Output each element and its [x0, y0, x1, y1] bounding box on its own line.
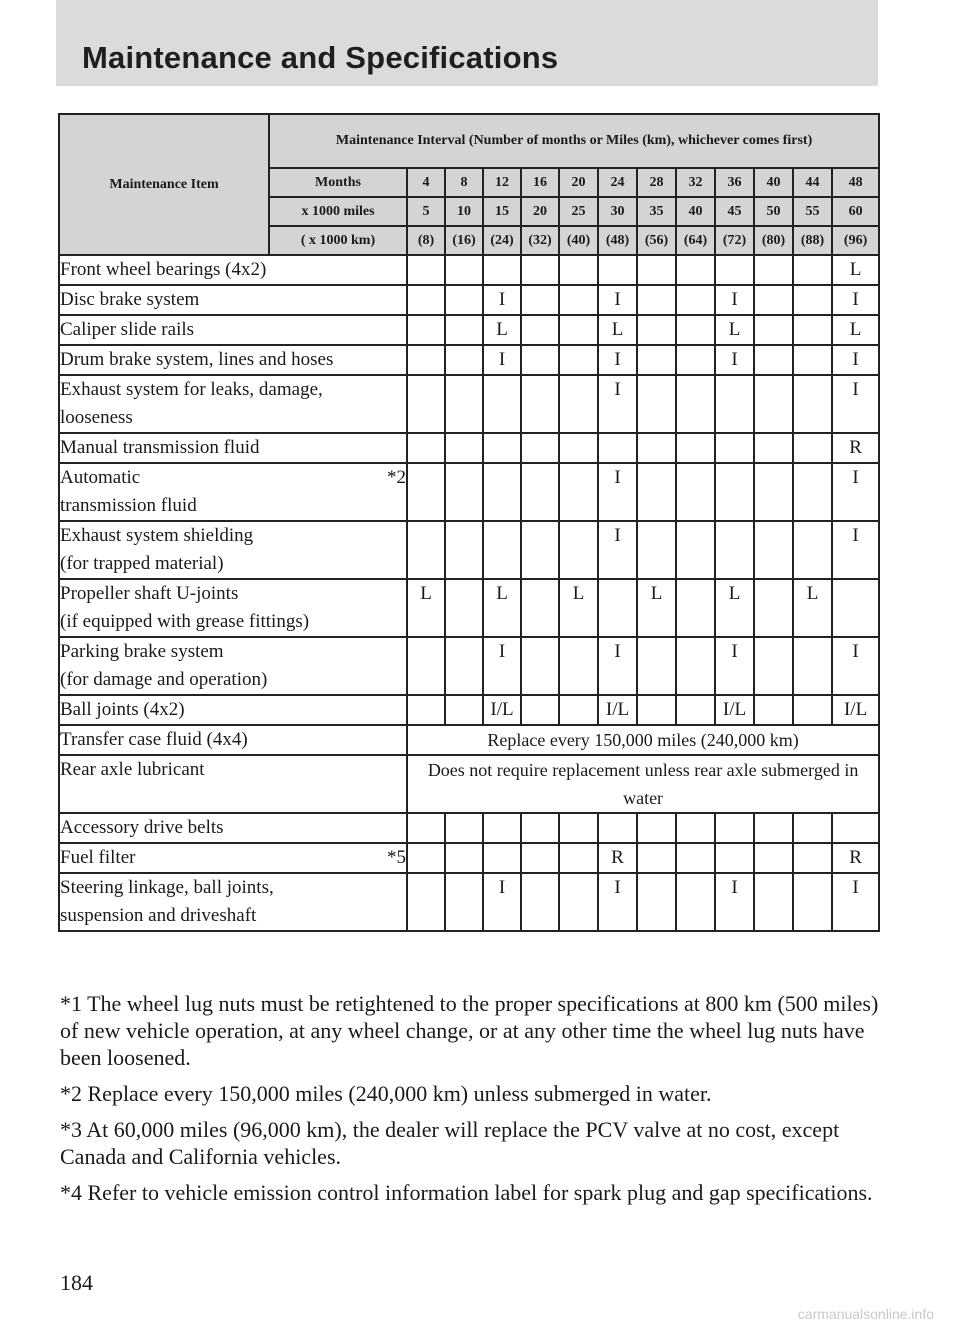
- item-label: Exhaust system for leaks, damage,: [60, 379, 323, 400]
- maintenance-item: [59, 255, 407, 285]
- interval-cell: [637, 345, 676, 375]
- footnote-ref: *5: [387, 847, 406, 868]
- interval-cell: [676, 521, 715, 579]
- maintenance-item: [59, 375, 407, 433]
- miles-cell: 20: [521, 197, 559, 226]
- km-cell: (24): [483, 226, 521, 255]
- interval-cell: [793, 813, 832, 843]
- interval-cell: [676, 285, 715, 315]
- interval-cell: [559, 637, 598, 695]
- interval-cell: L: [483, 315, 521, 345]
- interval-cell: L: [559, 579, 598, 637]
- maintenance-item: [59, 813, 407, 843]
- km-cell: (16): [445, 226, 483, 255]
- footnote: *3 At 60,000 miles (96,000 km), the dealer will replace the PCV valve at no cost, except Canada and California vehicles.: [60, 1117, 840, 1169]
- interval-cell: [521, 873, 559, 931]
- interval-cell: [637, 285, 676, 315]
- miles-cell: 5: [407, 197, 445, 226]
- interval-cell: [676, 637, 715, 695]
- interval-cell: I: [598, 463, 637, 521]
- item-label: Front wheel bearings (4x2): [60, 259, 267, 280]
- interval-cell: [637, 521, 676, 579]
- interval-cell: [521, 315, 559, 345]
- maintenance-item: [59, 843, 407, 873]
- table-row: [59, 813, 879, 843]
- table-row: [59, 637, 879, 695]
- interval-cell: [676, 375, 715, 433]
- maintenance-item: [59, 433, 407, 463]
- maintenance-item: [59, 725, 407, 755]
- interval-cell: L: [598, 315, 637, 345]
- months-label: Months: [269, 168, 407, 197]
- interval-cell: I/L: [483, 695, 521, 725]
- interval-cell: [407, 375, 445, 433]
- km-cell: (88): [793, 226, 832, 255]
- interval-cell: [521, 463, 559, 521]
- month-cell: 8: [445, 168, 483, 197]
- footnote: *1 The wheel lug nuts must be retightened to the proper specifications at 800 km (500 miles) of new vehicle operation, at any wheel change, or at any other time the wheel lug nuts have been loosened.: [60, 991, 879, 1070]
- interval-cell: [521, 521, 559, 579]
- footnote-ref: *2: [387, 467, 406, 488]
- month-cell: 24: [598, 168, 637, 197]
- km-cell: (48): [598, 226, 637, 255]
- interval-cell: I: [832, 285, 879, 315]
- item-label: Drum brake system, lines and hoses: [60, 349, 334, 370]
- month-cell: 16: [521, 168, 559, 197]
- km-cell: (96): [832, 226, 879, 255]
- interval-cell: [637, 433, 676, 463]
- interval-cell: [754, 843, 793, 873]
- month-cell: 48: [832, 168, 879, 197]
- interval-header: Maintenance Interval (Number of months or Miles (km), whichever comes first): [269, 114, 879, 168]
- table-row: [59, 873, 879, 931]
- interval-cell: [521, 255, 559, 285]
- month-cell: 36: [715, 168, 754, 197]
- month-cell: 28: [637, 168, 676, 197]
- item-label: looseness: [60, 407, 133, 428]
- interval-cell: [637, 873, 676, 931]
- interval-cell: I/L: [598, 695, 637, 725]
- table-row: [59, 463, 879, 521]
- interval-cell: [521, 843, 559, 873]
- interval-cell: R: [832, 843, 879, 873]
- interval-cell: [793, 433, 832, 463]
- interval-cell: [676, 463, 715, 521]
- interval-cell: [483, 433, 521, 463]
- interval-cell: [754, 463, 793, 521]
- item-label: (for damage and operation): [60, 669, 268, 690]
- interval-cell: I: [483, 637, 521, 695]
- interval-cell: L: [793, 579, 832, 637]
- interval-cell: [793, 637, 832, 695]
- miles-cell: 45: [715, 197, 754, 226]
- km-cell: (8): [407, 226, 445, 255]
- page-title: Maintenance and Specifications: [82, 40, 559, 75]
- table-row: [59, 755, 879, 813]
- interval-cell: I: [598, 375, 637, 433]
- interval-cell: I: [715, 285, 754, 315]
- interval-cell: [754, 637, 793, 695]
- interval-cell: [483, 463, 521, 521]
- interval-cell: I: [832, 375, 879, 433]
- interval-cell: [559, 375, 598, 433]
- interval-cell: [445, 463, 483, 521]
- maintenance-item-header: Maintenance Item: [59, 114, 269, 255]
- interval-cell: [445, 521, 483, 579]
- interval-cell: I: [598, 521, 637, 579]
- item-label: Fuel filter: [60, 847, 136, 868]
- maintenance-item: [59, 873, 407, 931]
- interval-cell: I: [598, 873, 637, 931]
- span-note: Replace every 150,000 miles (240,000 km): [407, 725, 879, 755]
- item-label: Transfer case fluid (4x4): [60, 729, 248, 750]
- interval-cell: [407, 873, 445, 931]
- interval-cell: L: [637, 579, 676, 637]
- interval-cell: [407, 843, 445, 873]
- miles-cell: 30: [598, 197, 637, 226]
- maintenance-item: [59, 695, 407, 725]
- interval-cell: [483, 255, 521, 285]
- interval-cell: [559, 315, 598, 345]
- interval-cell: I: [598, 285, 637, 315]
- interval-cell: [754, 255, 793, 285]
- interval-cell: [793, 695, 832, 725]
- item-label: Disc brake system: [60, 289, 200, 310]
- interval-cell: [521, 285, 559, 315]
- interval-cell: R: [832, 433, 879, 463]
- interval-cell: I: [598, 345, 637, 375]
- table-row: [59, 285, 879, 315]
- interval-cell: [559, 463, 598, 521]
- interval-cell: [676, 695, 715, 725]
- table-row: [59, 433, 879, 463]
- item-label: suspension and driveshaft: [60, 905, 257, 926]
- interval-cell: [676, 433, 715, 463]
- km-cell: (80): [754, 226, 793, 255]
- interval-cell: [445, 345, 483, 375]
- interval-cell: [754, 873, 793, 931]
- interval-cell: [637, 843, 676, 873]
- interval-cell: I: [832, 345, 879, 375]
- interval-cell: I: [483, 345, 521, 375]
- interval-cell: [754, 285, 793, 315]
- interval-cell: [445, 873, 483, 931]
- interval-cell: [483, 813, 521, 843]
- interval-cell: [445, 433, 483, 463]
- interval-cell: [793, 315, 832, 345]
- span-note: Does not require replacement unless rear axle submerged in water: [407, 755, 879, 813]
- table-row: [59, 345, 879, 375]
- interval-cell: L: [832, 315, 879, 345]
- month-cell: 40: [754, 168, 793, 197]
- interval-cell: [793, 463, 832, 521]
- km-cell: (72): [715, 226, 754, 255]
- interval-cell: [793, 345, 832, 375]
- interval-cell: [598, 579, 637, 637]
- watermark: carmanualsonline.info: [797, 1306, 934, 1322]
- month-cell: 44: [793, 168, 832, 197]
- interval-cell: [483, 843, 521, 873]
- interval-cell: [793, 521, 832, 579]
- interval-cell: I: [598, 637, 637, 695]
- item-label: Accessory drive belts: [60, 817, 224, 838]
- interval-cell: [483, 521, 521, 579]
- interval-cell: I: [715, 345, 754, 375]
- table-row: [59, 843, 879, 873]
- interval-cell: [559, 521, 598, 579]
- interval-cell: [521, 637, 559, 695]
- interval-cell: [521, 695, 559, 725]
- miles-cell: 55: [793, 197, 832, 226]
- interval-cell: [637, 813, 676, 843]
- item-label: Propeller shaft U-joints: [60, 583, 239, 604]
- interval-cell: [676, 345, 715, 375]
- interval-cell: [676, 255, 715, 285]
- table-row: [59, 695, 879, 725]
- maintenance-item: [59, 521, 407, 579]
- interval-cell: [521, 345, 559, 375]
- km-cell: (40): [559, 226, 598, 255]
- miles-cell: 25: [559, 197, 598, 226]
- km-cell: (56): [637, 226, 676, 255]
- interval-cell: [676, 843, 715, 873]
- interval-cell: L: [715, 579, 754, 637]
- interval-cell: [559, 255, 598, 285]
- interval-cell: [676, 813, 715, 843]
- interval-cell: [445, 637, 483, 695]
- interval-cell: [521, 579, 559, 637]
- interval-cell: [637, 637, 676, 695]
- maintenance-item: [59, 579, 407, 637]
- table-row: [59, 375, 879, 433]
- interval-cell: [754, 315, 793, 345]
- interval-cell: [407, 521, 445, 579]
- interval-cell: I: [832, 637, 879, 695]
- maintenance-item: [59, 755, 407, 813]
- maintenance-item: [59, 285, 407, 315]
- interval-cell: [715, 463, 754, 521]
- page-number: 184: [60, 1270, 93, 1295]
- interval-cell: I: [483, 285, 521, 315]
- item-label: Automatic: [60, 467, 141, 488]
- month-cell: 20: [559, 168, 598, 197]
- interval-cell: [793, 285, 832, 315]
- interval-cell: [793, 873, 832, 931]
- table-row: [59, 315, 879, 345]
- interval-cell: [754, 813, 793, 843]
- interval-cell: [521, 813, 559, 843]
- interval-cell: [598, 813, 637, 843]
- interval-cell: [715, 255, 754, 285]
- item-label: Rear axle lubricant: [60, 759, 205, 780]
- interval-cell: [445, 579, 483, 637]
- interval-cell: [637, 463, 676, 521]
- item-label: Parking brake system: [60, 641, 224, 662]
- interval-cell: [559, 285, 598, 315]
- interval-cell: [832, 579, 879, 637]
- interval-cell: [407, 637, 445, 695]
- interval-cell: [521, 433, 559, 463]
- item-label: (if equipped with grease fittings): [60, 611, 310, 632]
- interval-cell: [715, 433, 754, 463]
- interval-cell: I: [832, 521, 879, 579]
- maintenance-item: [59, 463, 407, 521]
- interval-cell: I/L: [715, 695, 754, 725]
- interval-cell: [832, 813, 879, 843]
- footnote: *2 Replace every 150,000 miles (240,000 km) unless submerged in water.: [60, 1081, 712, 1106]
- item-label: Ball joints (4x2): [60, 699, 185, 720]
- interval-cell: [793, 375, 832, 433]
- interval-cell: [637, 315, 676, 345]
- maintenance-item: [59, 345, 407, 375]
- item-label: Caliper slide rails: [60, 319, 195, 340]
- miles-cell: 10: [445, 197, 483, 226]
- km-cell: (64): [676, 226, 715, 255]
- interval-cell: R: [598, 843, 637, 873]
- item-label: transmission fluid: [60, 495, 197, 516]
- interval-cell: L: [832, 255, 879, 285]
- table-row: [59, 579, 879, 637]
- km-cell: (32): [521, 226, 559, 255]
- interval-cell: [637, 375, 676, 433]
- table-row: [59, 521, 879, 579]
- interval-cell: I/L: [832, 695, 879, 725]
- interval-cell: [637, 255, 676, 285]
- interval-cell: [407, 463, 445, 521]
- interval-cell: L: [715, 315, 754, 345]
- interval-cell: [559, 843, 598, 873]
- interval-cell: [445, 843, 483, 873]
- interval-cell: L: [483, 579, 521, 637]
- footnote: *4 Refer to vehicle emission control information label for spark plug and gap specifications.: [60, 1180, 873, 1205]
- interval-cell: I: [715, 873, 754, 931]
- miles-label: x 1000 miles: [269, 197, 407, 226]
- month-cell: 32: [676, 168, 715, 197]
- item-label: Manual transmission fluid: [60, 437, 260, 458]
- interval-cell: [559, 433, 598, 463]
- miles-cell: 50: [754, 197, 793, 226]
- interval-cell: I: [483, 873, 521, 931]
- interval-cell: [793, 843, 832, 873]
- interval-cell: [715, 843, 754, 873]
- footnotes: [60, 990, 890, 1215]
- miles-cell: 15: [483, 197, 521, 226]
- interval-cell: [445, 255, 483, 285]
- item-label: Exhaust system shielding: [60, 525, 254, 546]
- interval-cell: [598, 255, 637, 285]
- interval-cell: [598, 433, 637, 463]
- interval-cell: I: [832, 463, 879, 521]
- miles-cell: 40: [676, 197, 715, 226]
- interval-cell: [559, 813, 598, 843]
- interval-cell: [445, 813, 483, 843]
- interval-cell: [407, 315, 445, 345]
- interval-cell: [559, 695, 598, 725]
- interval-cell: [483, 375, 521, 433]
- interval-cell: [754, 375, 793, 433]
- interval-cell: [676, 315, 715, 345]
- table-row: [59, 255, 879, 285]
- interval-cell: [793, 255, 832, 285]
- item-label: Steering linkage, ball joints,: [60, 877, 274, 898]
- table-row: [59, 725, 879, 755]
- interval-cell: [715, 813, 754, 843]
- interval-cell: [754, 433, 793, 463]
- km-label: ( x 1000 km): [269, 226, 407, 255]
- interval-cell: [445, 315, 483, 345]
- interval-cell: [559, 873, 598, 931]
- month-cell: 4: [407, 168, 445, 197]
- maintenance-item: [59, 315, 407, 345]
- interval-cell: [715, 375, 754, 433]
- interval-cell: [407, 345, 445, 375]
- interval-cell: [407, 255, 445, 285]
- item-label: (for trapped material): [60, 553, 224, 574]
- interval-cell: [676, 579, 715, 637]
- miles-cell: 35: [637, 197, 676, 226]
- interval-cell: [637, 695, 676, 725]
- month-cell: 12: [483, 168, 521, 197]
- interval-cell: [559, 345, 598, 375]
- miles-cell: 60: [832, 197, 879, 226]
- interval-cell: [407, 433, 445, 463]
- interval-cell: [715, 521, 754, 579]
- interval-cell: [754, 695, 793, 725]
- maintenance-item: [59, 637, 407, 695]
- interval-cell: I: [832, 873, 879, 931]
- interval-cell: [407, 285, 445, 315]
- interval-cell: [445, 285, 483, 315]
- interval-cell: [445, 695, 483, 725]
- interval-cell: I: [715, 637, 754, 695]
- interval-cell: [445, 375, 483, 433]
- interval-cell: L: [407, 579, 445, 637]
- interval-cell: [676, 873, 715, 931]
- interval-cell: [754, 521, 793, 579]
- interval-cell: [754, 345, 793, 375]
- interval-cell: [521, 375, 559, 433]
- maintenance-table: [58, 113, 880, 932]
- interval-cell: [754, 579, 793, 637]
- interval-cell: [407, 695, 445, 725]
- interval-cell: [407, 813, 445, 843]
